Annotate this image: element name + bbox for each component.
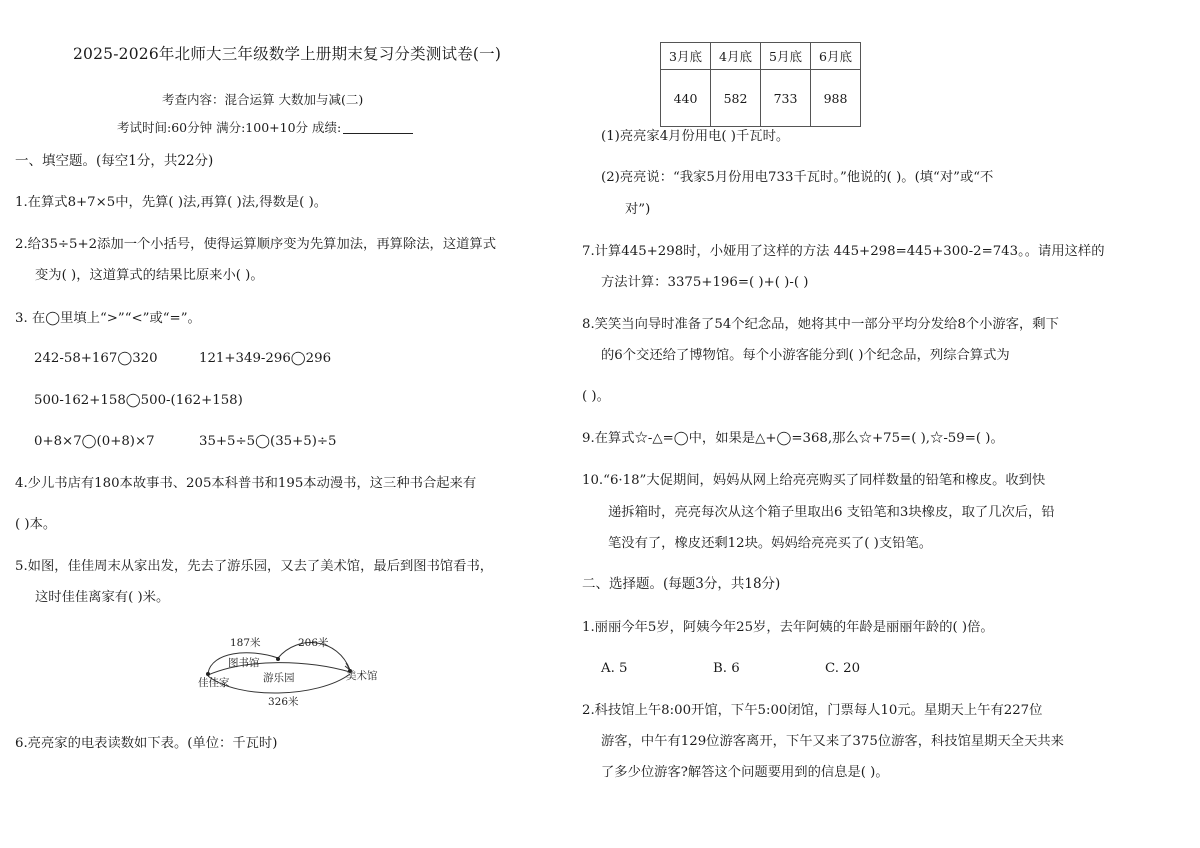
label-187: 187米 [230, 637, 261, 649]
meter-value-cell: 733 [761, 70, 811, 127]
choice-question-2-line-2: 游客，中午有129位游客离开，下午又来了375位游客，科技馆星期天全天共来 [601, 734, 1064, 749]
time-score-line [117, 120, 413, 135]
meter-table-value-row [661, 70, 861, 127]
meter-header-cell: 6月底 [811, 43, 861, 70]
page-title: 2025-2026年北师大三年级数学上册期末复习分类测试卷(一) [73, 45, 502, 63]
meter-value-cell: 440 [661, 70, 711, 127]
question-4-line-2: ( )本。 [15, 517, 57, 532]
question-3-item-2: 121+349-296◯296 [199, 351, 332, 366]
question-10-line-2: 递拆箱时，亮亮每次从这个箱子里取出6 支铅笔和3块橡皮，取了几次后，铅 [608, 505, 1055, 520]
choice-option-c: C. 20 [825, 661, 861, 676]
label-326: 326米 [268, 696, 299, 708]
question-6-sub-2-line-2: 对”) [625, 202, 651, 217]
meter-header-cell: 3月底 [661, 43, 711, 70]
question-6-sub-2-line-1: (2)亮亮说：“我家5月份用电733千瓦时。”他说的( )。(填“对”或“不 [601, 170, 994, 185]
meter-value-cell: 582 [711, 70, 761, 127]
label-park: 游乐园 [263, 672, 295, 684]
choice-question-1: 1.丽丽今年5岁，阿姨今年25岁，去年阿姨的年龄是丽丽年龄的( )倍。 [582, 620, 994, 635]
meter-header-cell: 4月底 [711, 43, 761, 70]
meter-value-cell: 988 [811, 70, 861, 127]
label-home: 佳佳家 [198, 677, 230, 689]
label-206: 206米 [298, 637, 329, 649]
library-point [276, 657, 280, 661]
question-2-line-1: 2.给35÷5+2添加一个小括号，使得运算顺序变为先算加法，再算除法，这道算式 [15, 237, 497, 252]
section-2-heading: 二、选择题。(每题3分，共18分) [582, 576, 781, 592]
time-score-text: 考试时间:60分钟 满分:100+10分 成绩: [117, 120, 342, 135]
question-8-line-3: ( )。 [582, 389, 610, 404]
question-3-intro: 3. 在◯里填上“>”“<”或“=”。 [15, 311, 201, 326]
question-4-line-1: 4.少儿书店有180本故事书、205本科普书和195本动漫书，这三种书合起来有 [15, 476, 477, 491]
choice-question-2-line-3: 了多少位游客?解答这个问题要用到的信息是( )。 [601, 765, 889, 780]
home-point [206, 672, 210, 676]
question-5-line-2: 这时佳佳离家有( )米。 [35, 590, 170, 605]
label-library: 图书馆 [228, 657, 260, 669]
question-6-intro: 6.亮亮家的电表读数如下表。(单位：千瓦时) [15, 736, 278, 751]
question-5-line-1: 5.如图，佳佳周末从家出发，先去了游乐园，又去了美术馆，最后到图书馆看书， [15, 559, 494, 574]
choice-option-a: A. 5 [601, 661, 628, 676]
meter-table [660, 42, 861, 127]
section-1-heading: 一、填空题。(每空1分，共22分) [15, 153, 214, 169]
label-museum: 美术馆 [346, 670, 378, 682]
question-10-line-3: 笔没有了，橡皮还剩12块。妈妈给亮亮买了( )支铅笔。 [608, 536, 933, 551]
question-6-sub-1: (1)亮亮家4月份用电( )千瓦时。 [601, 129, 790, 144]
question-1: 1.在算式8+7×5中，先算( )法,再算( )法,得数是( )。 [15, 195, 328, 210]
score-blank [343, 120, 413, 134]
question-3-item-1: 242-58+167◯320 [34, 351, 158, 366]
question-8-line-1: 8.笑笑当向导时准备了54个纪念品，她将其中一部分平均分发给8个小游客，剩下 [582, 317, 1059, 332]
content-line: 考查内容：混合运算 大数加与减(二) [162, 92, 364, 107]
question-9: 9.在算式☆-△=◯中，如果是△+◯=368,那么☆+75=( ),☆-59=( )。 [582, 431, 1004, 446]
question-3-item-4: 0+8×7◯(0+8)×7 [34, 434, 155, 449]
question-8-line-2: 的6个交还给了博物馆。每个小游客能分到( )个纪念品，列综合算式为 [601, 348, 1010, 363]
question-7-line-1: 7.计算445+298时，小娅用了这样的方法 445+298=445+300-2=743。。请用这样的 [582, 244, 1105, 259]
question-7-line-2: 方法计算：3375+196=( )+( )-( ) [601, 275, 809, 290]
question-3-item-3: 500-162+158◯500-(162+158) [34, 393, 243, 408]
meter-table-header-row [661, 43, 861, 70]
question-3-item-5: 35+5÷5◯(35+5)÷5 [199, 434, 337, 449]
question-2-line-2: 变为( )，这道算式的结果比原来小( )。 [35, 268, 264, 283]
meter-header-cell: 5月底 [761, 43, 811, 70]
route-diagram [188, 628, 398, 712]
choice-option-b: B. 6 [713, 661, 740, 676]
question-10-line-1: 10.“6·18”大促期间，妈妈从网上给亮亮购买了同样数量的铅笔和橡皮。收到快 [582, 473, 1046, 488]
choice-question-2-line-1: 2.科技馆上午8:00开馆，下午5:00闭馆，门票每人10元。星期天上午有227位 [582, 703, 1043, 718]
